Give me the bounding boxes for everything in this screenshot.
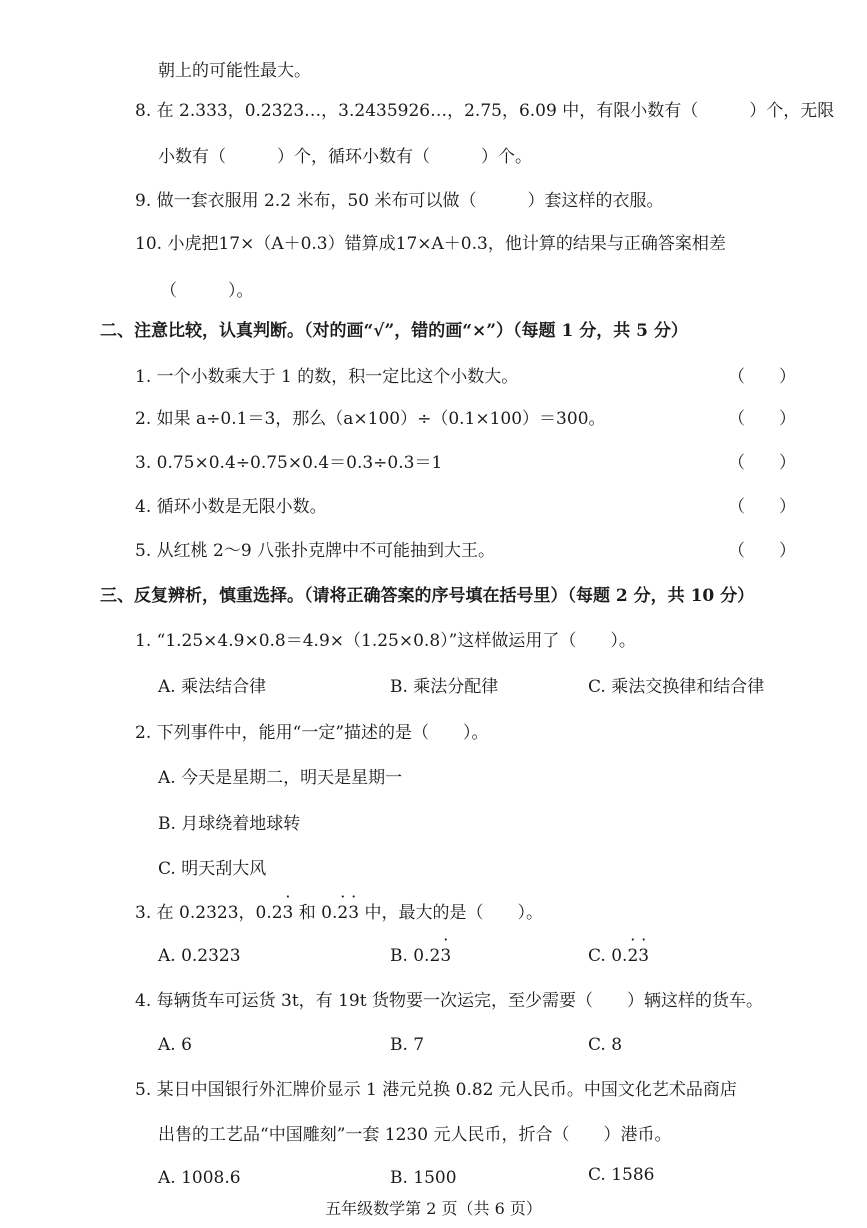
choice-q3-option-a: A. 0.2323 [158, 946, 241, 966]
choice-q1-option-b: B. 乘法分配律 [390, 677, 499, 697]
choice-q1-option-a: A. 乘法结合律 [158, 677, 267, 697]
choice-q4-option-a: A. 6 [158, 1035, 192, 1055]
repeating-digit: · 2 [337, 902, 348, 924]
choice-q2: 2. 下列事件中，能用“一定”描述的是（ ）。 [135, 723, 489, 743]
judge-answer-2: （ ） [728, 409, 796, 429]
q7-continuation: 朝上的可能性最大。 [158, 61, 311, 81]
choice-q3-option-b [390, 945, 451, 967]
repeating-digit: · 2 [627, 945, 638, 967]
choice-q5-option-c: C. 1586 [588, 1165, 655, 1185]
judge-item-4: 4. 循环小数是无限小数。 [135, 497, 327, 517]
q10-line-1: 10. 小虎把17×（A＋0.3）错算成17×A＋0.3，他计算的结果与正确答案相差 [135, 234, 726, 254]
judge-item-3: 3. 0.75×0.4÷0.75×0.4＝0.3÷0.3＝1 [135, 453, 443, 473]
section-2-heading: 二、注意比较，认真判断。（对的画“√”，错的画“×”）（每题 1 分，共 5 分） [100, 321, 688, 341]
judge-item-5: 5. 从红桃 2～9 八张扑克牌中不可能抽到大王。 [135, 541, 496, 561]
choice-q2-option-b: B. 月球绕着地球转 [158, 814, 301, 834]
choice-q3-text-3: 中，最大的是（ ）。 [359, 903, 543, 923]
choice-q5-line-2: 出售的工艺品“中国雕刻”一套 1230 元人民币，折合（ ）港币。 [158, 1125, 672, 1145]
repeating-digit: · 3 [283, 902, 294, 924]
choice-q1: 1. “1.25×4.9×0.8＝4.9×（1.25×0.8）”这样做运用了（ ）。 [135, 631, 636, 651]
section-3-heading: 三、反复辨析，慎重选择。（请将正确答案的序号填在括号里）（每题 2 分，共 10 分） [100, 586, 755, 606]
choice-q4-option-b: B. 7 [390, 1035, 425, 1055]
choice-q3-text-2: 和 0. [293, 903, 338, 923]
q9: 9. 做一套衣服用 2.2 米布，50 米布可以做（ ）套这样的衣服。 [135, 191, 664, 211]
choice-q3 [135, 902, 543, 924]
repeating-digit: · 3 [348, 902, 359, 924]
page-footer: 五年级数学第 2 页（共 6 页） [325, 1199, 542, 1218]
choice-q5-line-1: 5. 某日中国银行外汇牌价显示 1 港元兑换 0.82 元人民币。中国文化艺术品商店 [135, 1080, 737, 1100]
choice-q1-option-c: C. 乘法交换律和结合律 [588, 677, 765, 697]
option-b-prefix: B. 0.2 [390, 946, 441, 966]
option-c-prefix: C. 0. [588, 946, 628, 966]
judge-answer-1: （ ） [728, 367, 796, 387]
judge-item-2: 2. 如果 a÷0.1＝3，那么（a×100）÷（0.1×100）＝300。 [135, 409, 606, 429]
choice-q5-option-a: A. 1008.6 [158, 1168, 241, 1188]
choice-q4: 4. 每辆货车可运货 3t，有 19t 货物要一次运完，至少需要（ ）辆这样的货车。 [135, 991, 763, 1011]
choice-q3-option-c [588, 945, 649, 967]
q8-line-2: 小数有（ ）个，循环小数有（ ）个。 [158, 147, 532, 167]
judge-answer-3: （ ） [728, 453, 796, 473]
choice-q2-option-a: A. 今天是星期二，明天是星期一 [158, 768, 403, 788]
choice-q2-option-c: C. 明天刮大风 [158, 859, 267, 879]
judge-item-1: 1. 一个小数乘大于 1 的数，积一定比这个小数大。 [135, 367, 519, 387]
q8-line-1: 8. 在 2.333，0.2323…，3.2435926…，2.75，6.09 中，有限小数有（ ）个，无限 [135, 101, 835, 121]
choice-q4-option-c: C. 8 [588, 1035, 623, 1055]
repeating-digit: · 3 [638, 945, 649, 967]
choice-q3-text-1: 3. 在 0.2323，0.2 [135, 903, 283, 923]
choice-q5-option-b: B. 1500 [390, 1168, 457, 1188]
repeating-digit: · 3 [440, 945, 451, 967]
judge-answer-5: （ ） [728, 541, 796, 561]
judge-answer-4: （ ） [728, 497, 796, 517]
q10-line-2: （ ）。 [160, 281, 254, 301]
